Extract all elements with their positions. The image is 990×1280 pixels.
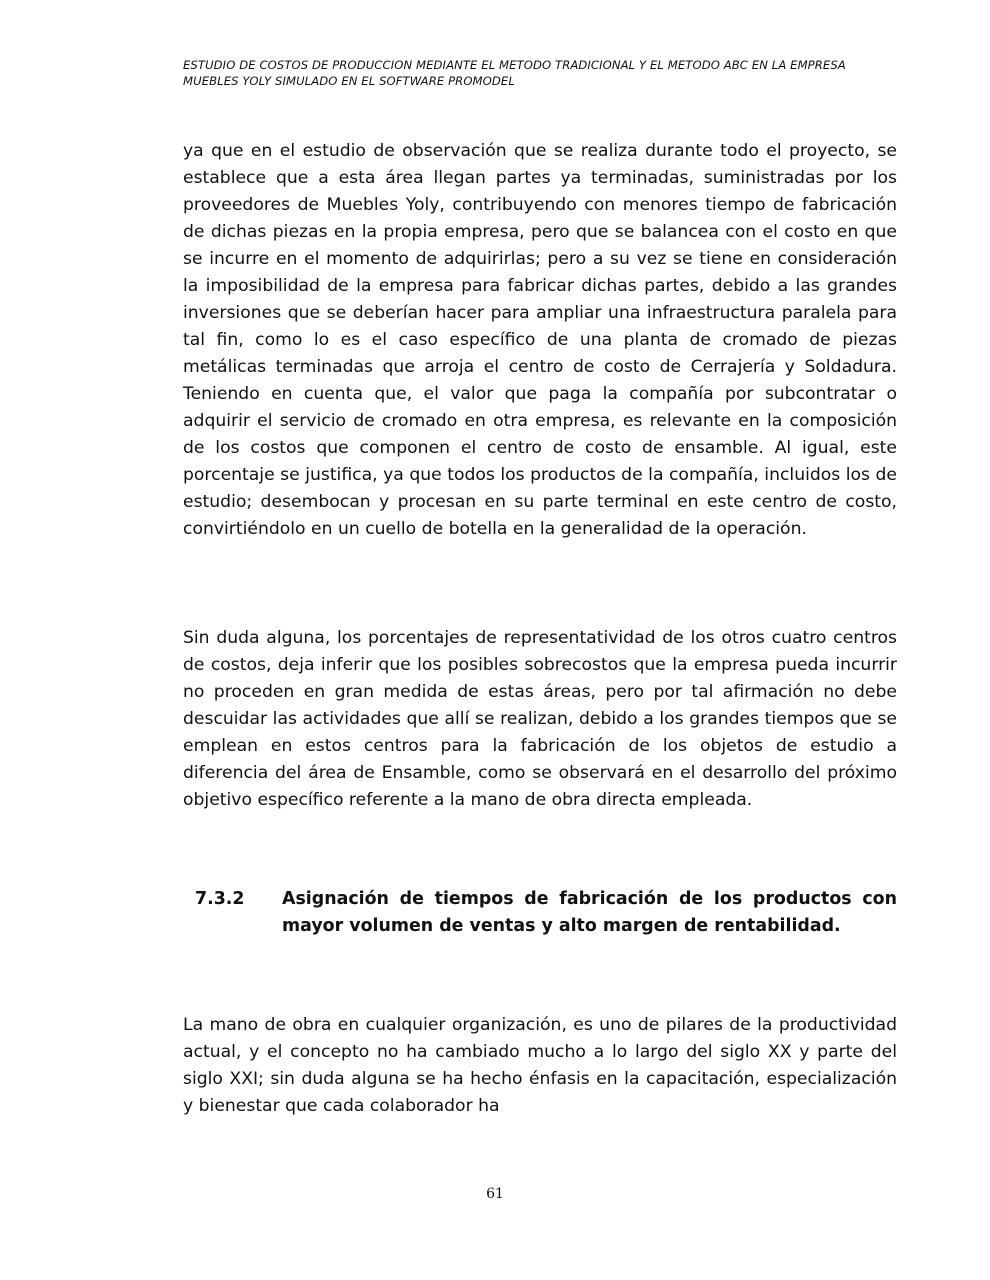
section-heading (195, 886, 897, 940)
section-number: 7.3.2 (195, 889, 245, 909)
body-paragraph-3: La mano de obra en cualquier organización, es uno de pilares de la productividad actual, y el concepto no ha cambiado mucho a lo largo del siglo XX y parte del siglo XXI; sin duda alguna se ha hecho énfasis en la capacitación, especialización y bienestar que cada colaborador ha (183, 1015, 897, 1116)
running-header: ESTUDIO DE COSTOS DE PRODUCCION MEDIANTE EL METODO TRADICIONAL Y EL METODO ABC EN LA EMPRESA MUEBLES YOLY SIMULADO EN EL SOFTWARE PROMODEL (183, 58, 846, 88)
body-paragraph-2: Sin duda alguna, los porcentajes de representatividad de los otros cuatro centros de costos, deja inferir que los posibles sobrecostos que la empresa pueda incurrir no proceden en gran medida de estas áreas, pero por tal afirmación no debe descuidar las actividades que allí se realizan, debido a los grandes tiempos que se emplean en estos centros para la fabricación de los objetos de estudio a diferencia del área de Ensamble, como se observará en el desarrollo del próximo objetivo específico referente a la mano de obra directa empleada. (183, 628, 897, 810)
section-title: Asignación de tiempos de fabricación de los productos con mayor volumen de ventas y alto margen de rentabilidad. (282, 889, 897, 936)
page-number: 61 (486, 1186, 504, 1202)
body-paragraph-1: ya que en el estudio de observación que se realiza durante todo el proyecto, se establece que a esta área llegan partes ya terminadas, suministradas por los proveedores de Muebles Yoly, contribuyendo con menores tiempo de fabricación de dichas piezas en la propia empresa, pero que se balancea con el costo en que se incurre en el momento de adquirirlas; pero a su vez se tiene en consideración la imposibilidad de la empresa para fabricar dichas partes, debido a las grandes inversiones que se deberían hacer para ampliar una infraestructura paralela para tal fin, como lo es el caso específico de una planta de cromado de piezas metálicas terminadas que arroja el centro de costo de Cerrajería y Soldadura. Teniendo en cuenta que, el valor que paga la compañía por subcontratar o adquirir el servicio de cromado en otra empresa, es relevante en la composición de los costos que componen el centro de costo de ensamble. Al igual, este porcentaje se justifica, ya que todos los productos de la compañía, incluidos los de estudio; desembocan y procesan en su parte terminal en este centro de costo, convirtiéndolo en un cuello de botella en la generalidad de la operación. (183, 141, 897, 539)
